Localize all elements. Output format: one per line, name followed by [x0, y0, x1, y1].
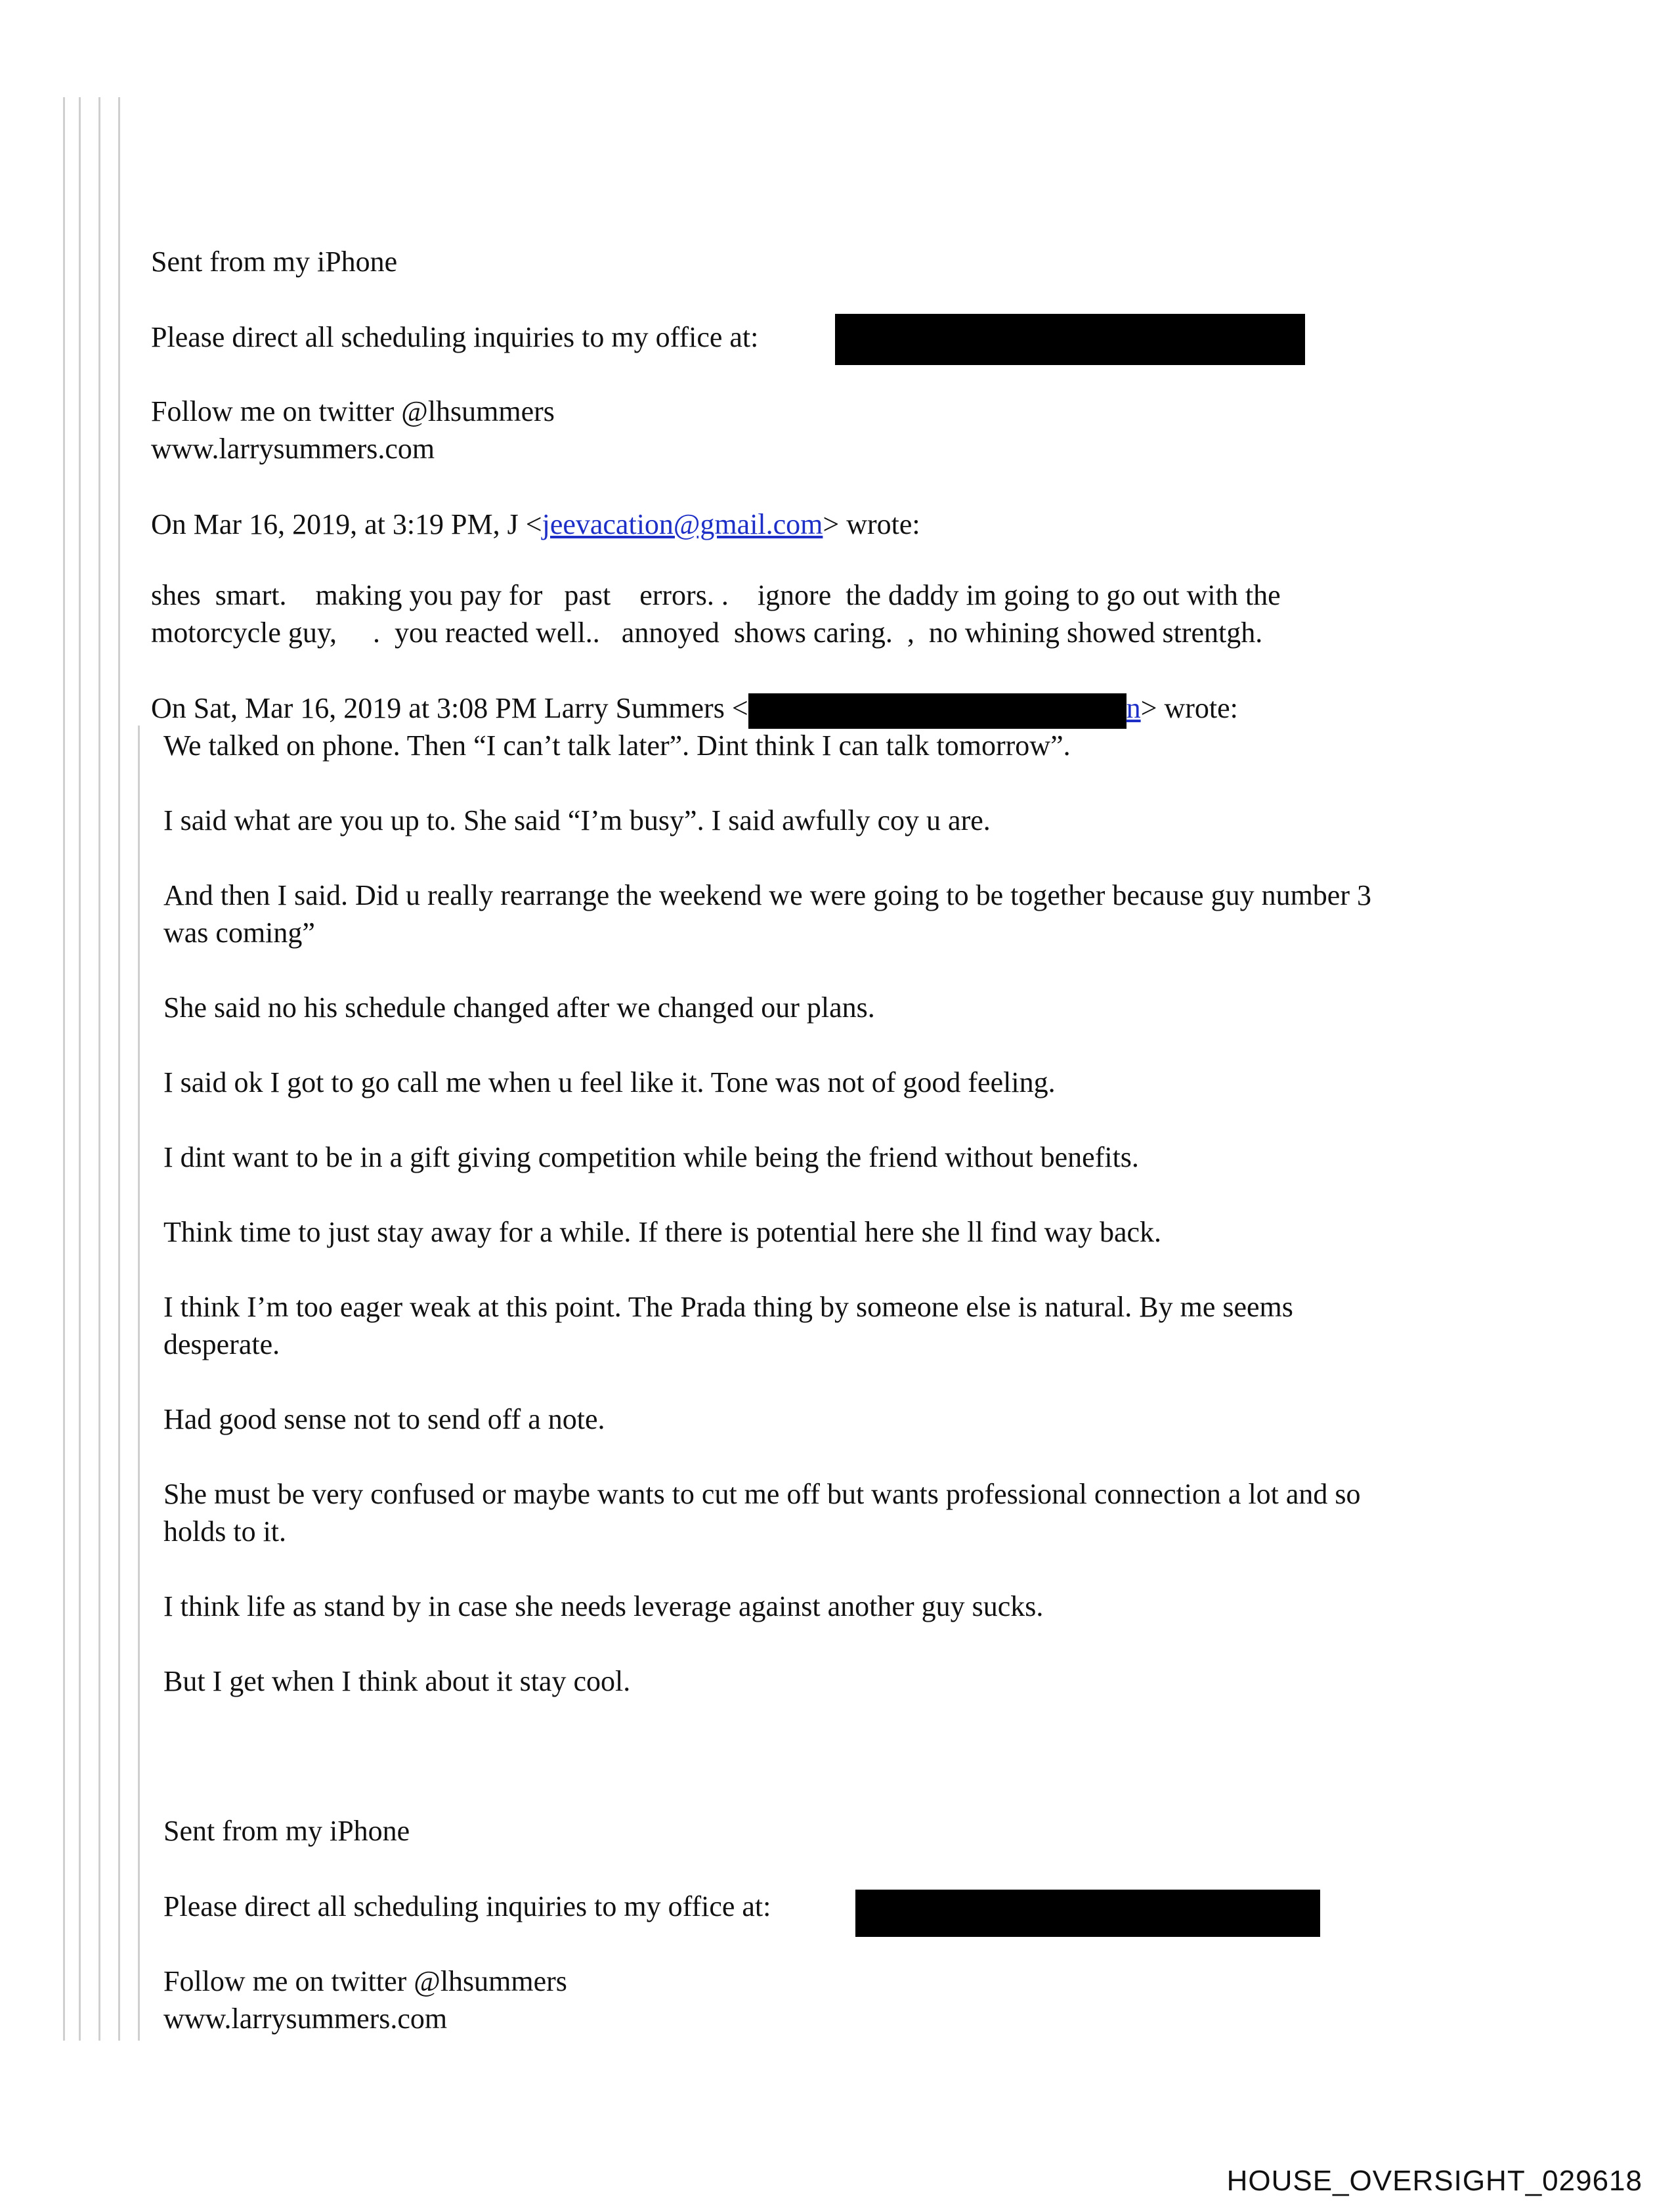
quote-header-suffix: > wrote: [1140, 692, 1238, 724]
quote-bar [79, 97, 81, 2041]
reply-line: motorcycle guy, . you reacted well.. annoyed shows caring. , no whining showed strentgh. [151, 617, 1263, 649]
sig1-website: www.larrysummers.com [151, 433, 435, 465]
sig1-sent-from: Sent from my iPhone [151, 246, 398, 278]
bates-number: HOUSE_OVERSIGHT_029618 [1226, 2165, 1642, 2197]
quoted-line: Had good sense not to send off a note. [163, 1403, 605, 1435]
reply-header-suffix: > wrote: [823, 508, 920, 540]
sig2-scheduling [163, 1888, 771, 1925]
sig2-twitter: Follow me on twitter @lhsummers [163, 1965, 567, 1997]
quoted-line: I think I’m too eager weak at this point. The Prada thing by someone else is natural. By me seems [163, 1291, 1293, 1323]
redaction-box [748, 693, 1127, 729]
quoted-line: I think life as stand by in case she needs leverage against another guy sucks. [163, 1590, 1044, 1622]
quoted-line: I said what are you up to. She said “I’m busy”. I said awfully coy u are. [163, 804, 991, 836]
redaction-box [835, 314, 1305, 365]
quoted-email-link[interactable]: n [1126, 692, 1141, 724]
quoted-line: Think time to just stay away for a while. If there is potential here she ll find way back. [163, 1216, 1161, 1248]
sig2-sent-from: Sent from my iPhone [163, 1815, 410, 1847]
quote-bar [63, 97, 65, 2041]
quote-bar [118, 97, 120, 2041]
quoted-line: But I get when I think about it stay cool. [163, 1665, 631, 1697]
quote-header-prefix: On Sat, Mar 16, 2019 at 3:08 PM Larry Summers < [151, 692, 748, 724]
quoted-line: desperate. [163, 1328, 280, 1360]
reply-header [151, 506, 920, 543]
quote-bar-inner [138, 726, 140, 2041]
quoted-line: We talked on phone. Then “I can’t talk later”. Dint think I can talk tomorrow”. [163, 729, 1071, 762]
reply-header-prefix: On Mar 16, 2019, at 3:19 PM, J < [151, 508, 542, 540]
quoted-line: And then I said. Did u really rearrange the weekend we were going to be together because guy number 3 [163, 879, 1371, 911]
sig1-scheduling [151, 318, 758, 356]
sig1-scheduling-text: Please direct all scheduling inquiries to my office at: [151, 321, 759, 353]
quoted-line: She said no his schedule changed after we changed our plans. [163, 991, 875, 1024]
sig1-twitter: Follow me on twitter @lhsummers [151, 395, 555, 427]
quote-bar [98, 97, 100, 2041]
redaction-box [855, 1890, 1320, 1937]
quoted-line: holds to it. [163, 1515, 287, 1548]
quoted-line: I dint want to be in a gift giving competition while being the friend without benefits. [163, 1141, 1139, 1173]
quoted-line: was coming” [163, 917, 315, 949]
sig2-scheduling-text: Please direct all scheduling inquiries to my office at: [163, 1890, 771, 1922]
quoted-line: I said ok I got to go call me when u feel like it. Tone was not of good feeling. [163, 1066, 1056, 1098]
quote-header [151, 689, 1238, 729]
sig2-website: www.larrysummers.com [163, 2003, 448, 2035]
sender-email-link[interactable]: jeevacation@gmail.com [542, 508, 823, 540]
quoted-line: She must be very confused or maybe wants to cut me off but wants professional connection a lot and so [163, 1478, 1361, 1510]
reply-line: shes smart. making you pay for past errors. . ignore the daddy im going to go out with the [151, 579, 1281, 611]
